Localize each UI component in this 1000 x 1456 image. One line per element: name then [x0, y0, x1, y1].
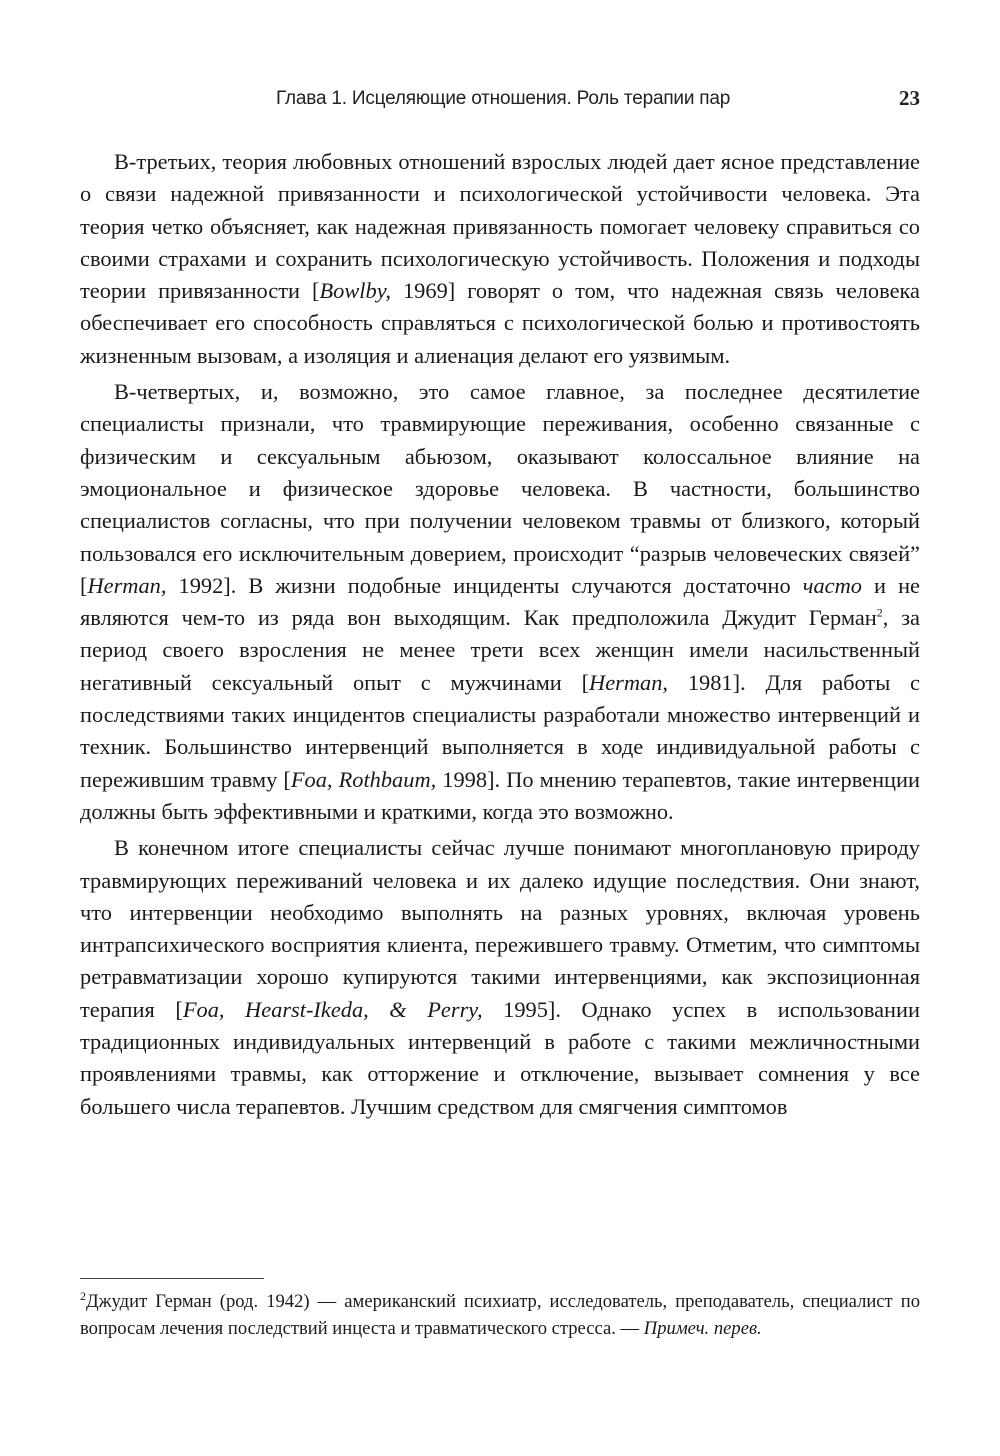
- running-header: [80, 78, 920, 118]
- text-run: В-четвертых, и, возможно, это самое главное, за последнее десятилетие специалисты признали, что травмирующие переживания, особенно связанные с физическим и сексуальным абьюзом, оказывают колоссальное влияние на эмоциональное и физическое здоровье человека. В частности, большинство специалистов согласны, что при получении человеком травмы от близкого, который пользовался его исключительным доверием, происходит “разрыв человеческих связей” [: [80, 379, 920, 598]
- footnote: [80, 1288, 920, 1342]
- main-text: [80, 146, 920, 1123]
- text-run: 1981]. Для работы с последствиями таких инцидентов специалисты разработали множество интервенций и техник. Большинство интервенций выполняется в ходе индивидуальной работы с пережившим травму [: [80, 669, 920, 792]
- text-run: 1995]. Однако успех в использовании традиционных индивидуальных интервенций в работе с такими межличностными проявлениями травмы, как отторжение и отключение, вызывает сомнения у все большего числа терапевтов. Лучшим средством для смягчения симптомов: [80, 996, 921, 1119]
- text-run: В конечном итоге специалисты сейчас лучше понимают многоплановую природу травмирующих переживаний человека и их далеко идущие последствия. Они знают, что интервенции необходимо выполнять на разных уровнях, включая уровень интрапсихического восприятия клиента, пережившего травму. Отметим, что симптомы ретравматизации хорошо купируются такими интервенциями, как экспозиционная терапия [: [80, 835, 920, 1022]
- text-run: , за период своего взросления не менее трети всех женщин имели насильственный негативный сексуальный опыт с мужчинами [: [80, 605, 920, 695]
- translator-note-label: Примеч. перев.: [643, 1318, 762, 1339]
- emphasis: часто: [802, 572, 862, 598]
- citation: Bowlby,: [319, 278, 391, 304]
- footnote-divider: [80, 1278, 264, 1279]
- footnote-text: Джудит Герман (род. 1942) — американский психиатр, исследователь, преподаватель, специалист по вопросам лечения последствий инцеста и травматического стресса. —: [80, 1291, 920, 1339]
- citation: Herman,: [589, 669, 669, 695]
- paragraph-3: [80, 832, 920, 1123]
- page-number: 23: [899, 86, 920, 110]
- footnote-marker: 2: [80, 1288, 86, 1303]
- book-page: [80, 78, 921, 1339]
- citation: Foa, Rothbaum,: [290, 766, 437, 792]
- chapter-title: Глава 1. Исцеляющие отношения. Роль терапии пар: [276, 88, 731, 109]
- text-run: 1992]. В жизни подобные инциденты случаются достаточно: [166, 572, 803, 598]
- text-run: 1998]. По мнению терапевтов, такие интервенции должны быть эффективными и краткими, когда это возможно.: [80, 766, 920, 824]
- text-run: 1969] говорят о том, что надежная связь человека обеспечивает его способность справляться с психологической болью и противостоять жизненным вызовам, а изоляция и алиенация делают его уязвимым.: [80, 278, 920, 368]
- citation: Herman,: [87, 572, 167, 598]
- paragraph-2: [80, 376, 920, 828]
- paragraph-1: [80, 146, 920, 372]
- text-run: и не являются чем-то из ряда вон выходящим. Как предположила Джудит Герман: [80, 572, 920, 631]
- text-run: В-третьих, теория любовных отношений взрослых людей дает ясное представление о связи надежной привязанности и психологической устойчивости человека. Эта теория четко объясняет, как надежная привязанность помогает человеку справиться со своими страхами и сохранить психологическую устойчивость. Положения и подходы теории привязанности [: [80, 149, 920, 304]
- footnote-reference[interactable]: 2: [876, 605, 883, 620]
- citation: Foa, Hearst-Ikeda, & Perry,: [182, 996, 483, 1022]
